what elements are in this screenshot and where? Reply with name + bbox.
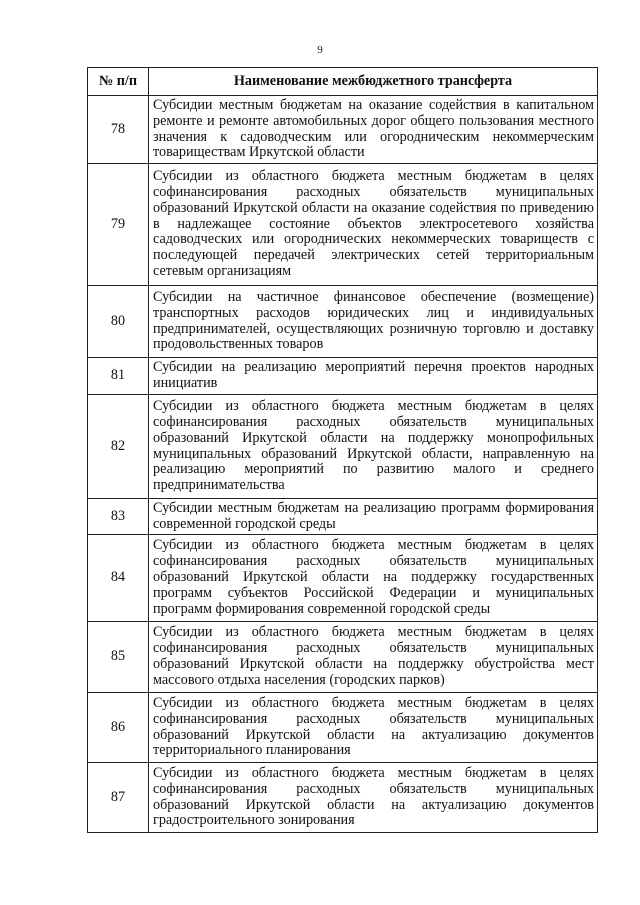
row-number: 78 — [88, 96, 149, 164]
transfer-name: Субсидии из областного бюджета местным бюджетам в целях софинансирования расходных обязательств муниципальных образований Иркутской области на поддержку государственных программ субъектов Российской Федерации и муниципальных программ формирования современной городской среды — [149, 535, 598, 622]
row-number: 85 — [88, 622, 149, 693]
transfer-name: Субсидии местным бюджетам на реализацию программ формирования современной городской среды — [149, 499, 598, 535]
table-row — [88, 693, 598, 763]
row-number: 84 — [88, 535, 149, 622]
table-row — [88, 763, 598, 833]
transfer-name: Субсидии из областного бюджета местным бюджетам в целях софинансирования расходных обязательств муниципальных образований Иркутской области на актуализацию документов градостроительного зонирования — [149, 763, 598, 833]
table-row — [88, 286, 598, 358]
table-row — [88, 535, 598, 622]
row-number: 79 — [88, 164, 149, 286]
row-number: 83 — [88, 499, 149, 535]
transfer-name: Субсидии местным бюджетам на оказание содействия в капитальном ремонте и ремонте автомобильных дорог общего пользования местного значения к садоводческим или огородническим некоммерческим товариществам Иркутской области — [149, 96, 598, 164]
table-header-row — [88, 68, 598, 96]
row-number: 81 — [88, 358, 149, 395]
column-header-name: Наименование межбюджетного трансферта — [149, 68, 598, 96]
transfer-name: Субсидии из областного бюджета местным бюджетам в целях софинансирования расходных обязательств муниципальных образований Иркутской области на поддержку обустройства мест массового отдыха населения (городских парков) — [149, 622, 598, 693]
table-row — [88, 96, 598, 164]
transfer-name: Субсидии из областного бюджета местным бюджетам в целях софинансирования расходных обязательств муниципальных образований Иркутской области на поддержку монопрофильных муниципальных образований Иркутской области, направленную на реализацию мероприятий по развитию малого и среднего предпринимательства — [149, 395, 598, 499]
row-number: 82 — [88, 395, 149, 499]
transfer-name: Субсидии на реализацию мероприятий перечня проектов народных инициатив — [149, 358, 598, 395]
table-row — [88, 395, 598, 499]
table-row — [88, 622, 598, 693]
page-number: 9 — [317, 44, 323, 56]
table-row — [88, 499, 598, 535]
transfer-name: Субсидии из областного бюджета местным бюджетам в целях софинансирования расходных обязательств муниципальных образований Иркутской области на актуализацию документов территориального планирования — [149, 693, 598, 763]
transfer-name: Субсидии из областного бюджета местным бюджетам в целях софинансирования расходных обязательств муниципальных образований Иркутской области на оказание содействия по приведению в надлежащее состояние объектов электросетевого хозяйства садоводческих или огороднических некоммерческих товариществ с последующей передачей электрических сетей территориальным сетевым организациям — [149, 164, 598, 286]
row-number: 86 — [88, 693, 149, 763]
row-number: 87 — [88, 763, 149, 833]
transfer-name: Субсидии на частичное финансовое обеспечение (возмещение) транспортных расходов юридических лиц и индивидуальных предпринимателей, осуществляющих розничную торговлю и доставку продовольственных товаров — [149, 286, 598, 358]
column-header-number: № п/п — [88, 68, 149, 96]
table-row — [88, 164, 598, 286]
table-row — [88, 358, 598, 395]
row-number: 80 — [88, 286, 149, 358]
transfers-table — [87, 67, 598, 833]
